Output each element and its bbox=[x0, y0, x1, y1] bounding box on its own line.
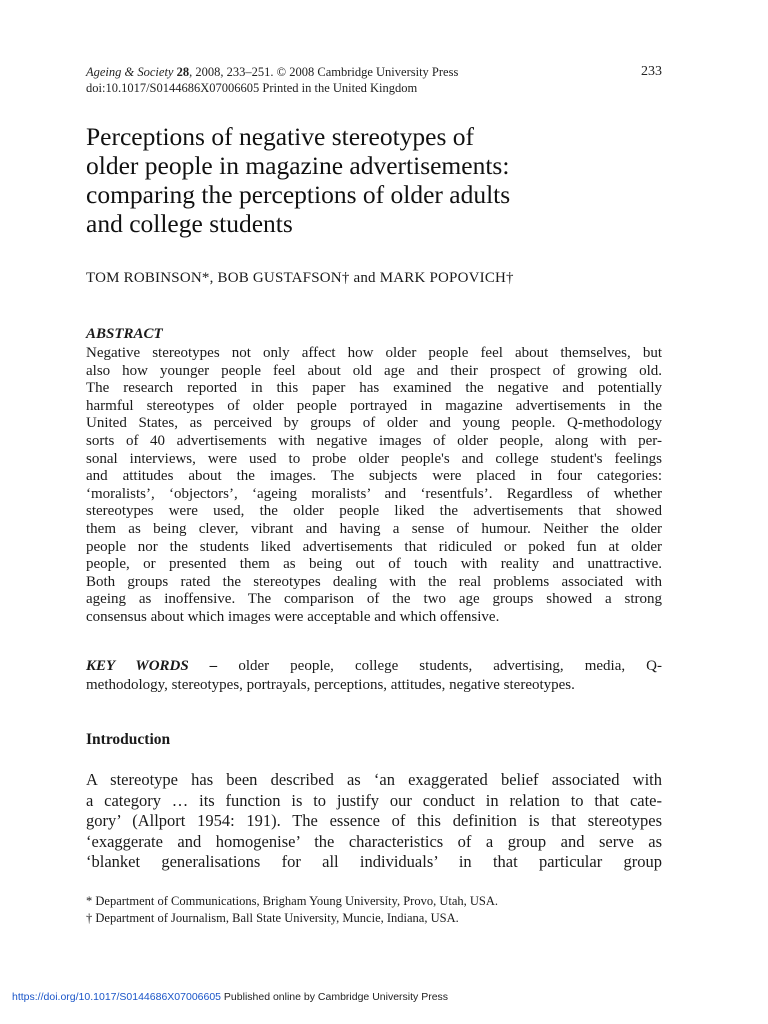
title-line: and college students bbox=[86, 209, 293, 238]
abstract-line: harmful stereotypes of older people portrayed in magazine advertisements in the bbox=[86, 397, 662, 414]
footnote-affiliation: * Department of Communications, Brigham Young University, Provo, Utah, USA. bbox=[86, 894, 499, 908]
abstract-line: them as being clever, vibrant and having a sense of humour. Neither the older bbox=[86, 520, 662, 537]
abstract-line: Negative stereotypes not only affect how older people feel about themselves, but bbox=[86, 345, 662, 361]
doi-link[interactable]: https://doi.org/10.1017/S0144686X07006605 bbox=[12, 991, 222, 1003]
journal-volume: 28 bbox=[176, 65, 190, 79]
introduction-body bbox=[86, 770, 662, 873]
abstract-line: Both groups rated the stereotypes dealing with the real problems associated with bbox=[86, 573, 662, 590]
title-line: older people in magazine advertisements: bbox=[86, 151, 510, 180]
page-number: 233 bbox=[641, 64, 662, 79]
keywords-text: older people, college students, advertising, media, Q- bbox=[217, 658, 662, 674]
body-line: A stereotype has been described as ‘an exaggerated belief associated with bbox=[86, 770, 662, 789]
abstract-line: stereotypes were used, the older people liked the advertisements that showed bbox=[86, 503, 662, 520]
abstract-line: people nor the students liked advertisements that ridiculed or poked fun at older bbox=[86, 538, 662, 555]
citation-details: , 2008, 233–251. © 2008 Cambridge University Press bbox=[189, 65, 459, 79]
body-line: gory’ (Allport 1954: 191). The essence of this definition is that stereotypes bbox=[86, 811, 662, 830]
abstract-line: ‘moralists’, ‘objectors’, ‘ageing moralists’ and ‘resentfuls’. Regardless of whether bbox=[86, 485, 662, 502]
body-line: ‘exaggerate and homogenise’ the characteristics of a group and serve as bbox=[86, 831, 662, 851]
footnote-affiliation: † Department of Journalism, Ball State University, Muncie, Indiana, USA. bbox=[86, 911, 459, 925]
section-heading-introduction: Introduction bbox=[86, 731, 171, 748]
publisher-footer bbox=[12, 991, 448, 1003]
abstract-body bbox=[86, 345, 662, 627]
footnotes bbox=[86, 893, 498, 927]
abstract-line: The research reported in this paper has examined the negative and potentially bbox=[86, 380, 662, 397]
abstract-line: sorts of 40 advertisements with negative images of older people, along with per- bbox=[86, 432, 662, 449]
abstract-line: sonal interviews, were used to probe older people's and college student's feelings bbox=[86, 450, 662, 467]
keywords-line: methodology, stereotypes, portrayals, perceptions, attitudes, negative stereotypes. bbox=[86, 677, 575, 693]
abstract-line: consensus about which images were acceptable and which offensive. bbox=[86, 608, 500, 625]
abstract-line: ageing as inoffensive. The comparison of the two age groups showed a strong bbox=[86, 591, 662, 608]
citation-line bbox=[86, 64, 666, 80]
running-head bbox=[86, 64, 666, 96]
article-title bbox=[86, 122, 686, 238]
title-line: comparing the perceptions of older adults bbox=[86, 180, 511, 209]
keywords-line bbox=[86, 657, 662, 676]
abstract-heading: ABSTRACT bbox=[86, 326, 163, 342]
keywords-label: KEY WORDS – bbox=[86, 658, 218, 674]
author-list: TOM ROBINSON*, BOB GUSTAFSON† and MARK POPOVICH† bbox=[86, 270, 514, 286]
abstract-line: also how younger people feel about old age and their prospect of growing old. bbox=[86, 362, 662, 379]
doi-line: doi:10.1017/S0144686X07006605 Printed in the United Kingdom bbox=[86, 81, 418, 95]
body-line: ‘blanket generalisations for all individuals’ in that particular group bbox=[86, 852, 662, 871]
title-line: Perceptions of negative stereotypes of bbox=[86, 122, 475, 151]
keywords-block bbox=[86, 657, 662, 695]
published-online-text: Published online by Cambridge University Press bbox=[221, 991, 449, 1003]
body-line: a category … its function is to justify our conduct in relation to that cate- bbox=[86, 790, 662, 810]
abstract-line: United States, as perceived by groups of older and young people. Q-methodology bbox=[86, 415, 662, 432]
abstract-line: people, or presented them as being out of touch with reality and unattractive. bbox=[86, 556, 662, 573]
abstract-line: and attitudes about the images. The subjects were placed in four categories: bbox=[86, 468, 662, 485]
journal-name: Ageing & Society bbox=[86, 65, 174, 79]
